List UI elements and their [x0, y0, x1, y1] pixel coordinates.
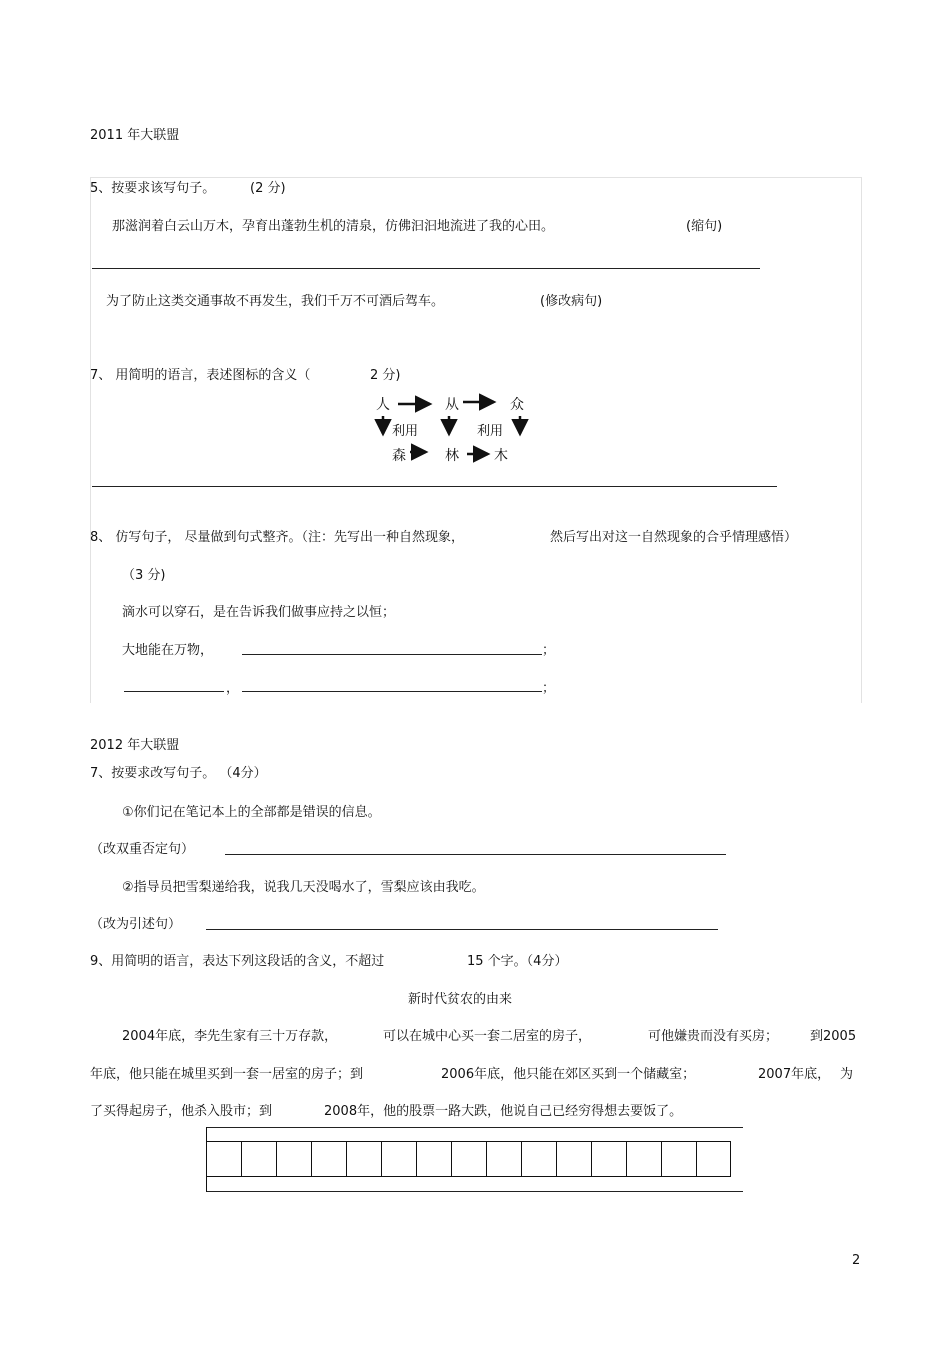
q9-line3-b: 2008年，他的股票一路大跌，他说自己已经穷得想去要饭了。: [324, 1104, 683, 1119]
character-flow-diagram: [370, 392, 540, 464]
q5-sentence-2: 为了防止这类交通事故不再发生，我们千万不可酒后驾车。: [106, 294, 445, 309]
diagram-char-mu: 木: [494, 448, 508, 464]
q9-line1-a: 2004年底，李先生家有三十万存款，: [122, 1029, 338, 1044]
page-number: 2: [852, 1253, 861, 1268]
q9-line1-c: 可他嫌贵而没有买房；: [648, 1029, 779, 1044]
answer-line-q7-2012-1[interactable]: [225, 854, 726, 855]
q9-line2-a: 年底，他只能在城里买到一套一居室的房子；到: [90, 1067, 364, 1082]
grid-bottom-rule: [206, 1191, 743, 1192]
q5-score: (2 分): [250, 181, 286, 196]
q7-2011-score: 2 分): [370, 368, 401, 383]
diagram-char-ren: 人: [376, 397, 390, 413]
answer-grid-cell[interactable]: [451, 1141, 486, 1177]
answer-line-q7-2011[interactable]: [92, 486, 777, 487]
section-header-2011: 2011 年大联盟: [90, 128, 180, 143]
q9-line1-b: 可以在城中心买一套二居室的房子，: [383, 1029, 592, 1044]
q5-tag-2: (修改病句): [540, 294, 603, 309]
answer-grid-cell[interactable]: [556, 1141, 591, 1177]
answer-line-q5-1[interactable]: [92, 268, 760, 269]
diagram-char-cong: 从: [445, 397, 459, 413]
q8-line1-prefix: 大地能在万物，: [122, 643, 214, 658]
q8-example: 滴水可以穿石，是在告诉我们做事应持之以恒；: [122, 605, 396, 620]
answer-line-q7-2012-2[interactable]: [206, 929, 718, 930]
q5-sentence-1: 那滋润着白云山万木，孕育出蓬勃生机的清泉，仿佛汩汩地流进了我的心田。: [112, 219, 555, 234]
answer-grid-cell[interactable]: [696, 1141, 731, 1177]
q7-2011-title: 7、 用简明的语言，表述图标的含义（: [90, 368, 311, 383]
q9-line2-b: 2006年底，他只能在郊区买到一个储藏室；: [441, 1067, 696, 1082]
answer-line-q8-2b[interactable]: [242, 691, 542, 692]
answer-grid-cell[interactable]: [661, 1141, 696, 1177]
answer-grid-cell[interactable]: [416, 1141, 451, 1177]
q9-title-a: 9、用简明的语言，表达下列这段话的含义，不超过: [90, 954, 385, 969]
answer-line-q8-2a[interactable]: [124, 691, 224, 692]
answer-grid-cell[interactable]: [206, 1141, 241, 1177]
q9-line1-d: 到2005: [810, 1029, 857, 1044]
q8-title-cont: 然后写出对这一自然现象的合乎情理感悟）: [550, 530, 798, 545]
answer-line-q8-1[interactable]: [242, 654, 542, 655]
diagram-label-use-1: 利用: [392, 424, 419, 439]
q7-2012-tag-1: （改双重否定句）: [90, 842, 195, 857]
answer-grid-cell[interactable]: [346, 1141, 381, 1177]
q8-comma: ，: [226, 681, 240, 696]
q7-2012-sentence-2: ②指导员把雪梨递给我，说我几天没喝水了，雪梨应该由我吃。: [122, 880, 485, 895]
q9-line2-c: 2007年底，: [758, 1067, 831, 1082]
answer-grid-cell[interactable]: [626, 1141, 661, 1177]
q9-line2-d: 为: [840, 1067, 854, 1082]
section-header-2012: 2012 年大联盟: [90, 738, 180, 753]
answer-grid-cell[interactable]: [241, 1141, 276, 1177]
q9-title-b: 15 个字。（4分）: [467, 954, 568, 969]
diagram-char-sen: 森: [392, 448, 406, 464]
grid-top-rule: [206, 1127, 743, 1128]
answer-grid-cell[interactable]: [276, 1141, 311, 1177]
answer-grid-row: [206, 1141, 731, 1177]
answer-grid-cell[interactable]: [486, 1141, 521, 1177]
q7-2012-title: 7、按要求改写句子。 （4分）: [90, 766, 267, 781]
answer-grid-cell[interactable]: [311, 1141, 346, 1177]
q8-title: 8、 仿写句子， 尽量做到句式整齐。（注：先写出一种自然现象，: [90, 530, 465, 545]
q7-2012-sentence-1: ①你们记在笔记本上的全部都是错误的信息。: [122, 805, 381, 820]
q7-2012-tag-2: （改为引述句）: [90, 917, 182, 932]
diagram-char-zhong: 众: [510, 397, 524, 413]
diagram-label-use-2: 利用: [477, 424, 504, 439]
q8-semicolon-2: ；: [542, 681, 556, 696]
q9-passage-title: 新时代贫农的由来: [408, 992, 513, 1007]
q5-title: 5、按要求该写句子。: [90, 181, 216, 196]
q8-score: （3 分): [122, 568, 166, 583]
diagram-arrows: [370, 392, 540, 464]
q8-semicolon-1: ；: [542, 643, 556, 658]
answer-grid-cell[interactable]: [381, 1141, 416, 1177]
answer-grid-cell[interactable]: [591, 1141, 626, 1177]
q9-line3-a: 了买得起房子，他杀入股市；到: [90, 1104, 273, 1119]
answer-grid-cell[interactable]: [521, 1141, 556, 1177]
q5-tag-1: (缩句): [686, 219, 723, 234]
diagram-char-lin: 林: [445, 448, 459, 464]
